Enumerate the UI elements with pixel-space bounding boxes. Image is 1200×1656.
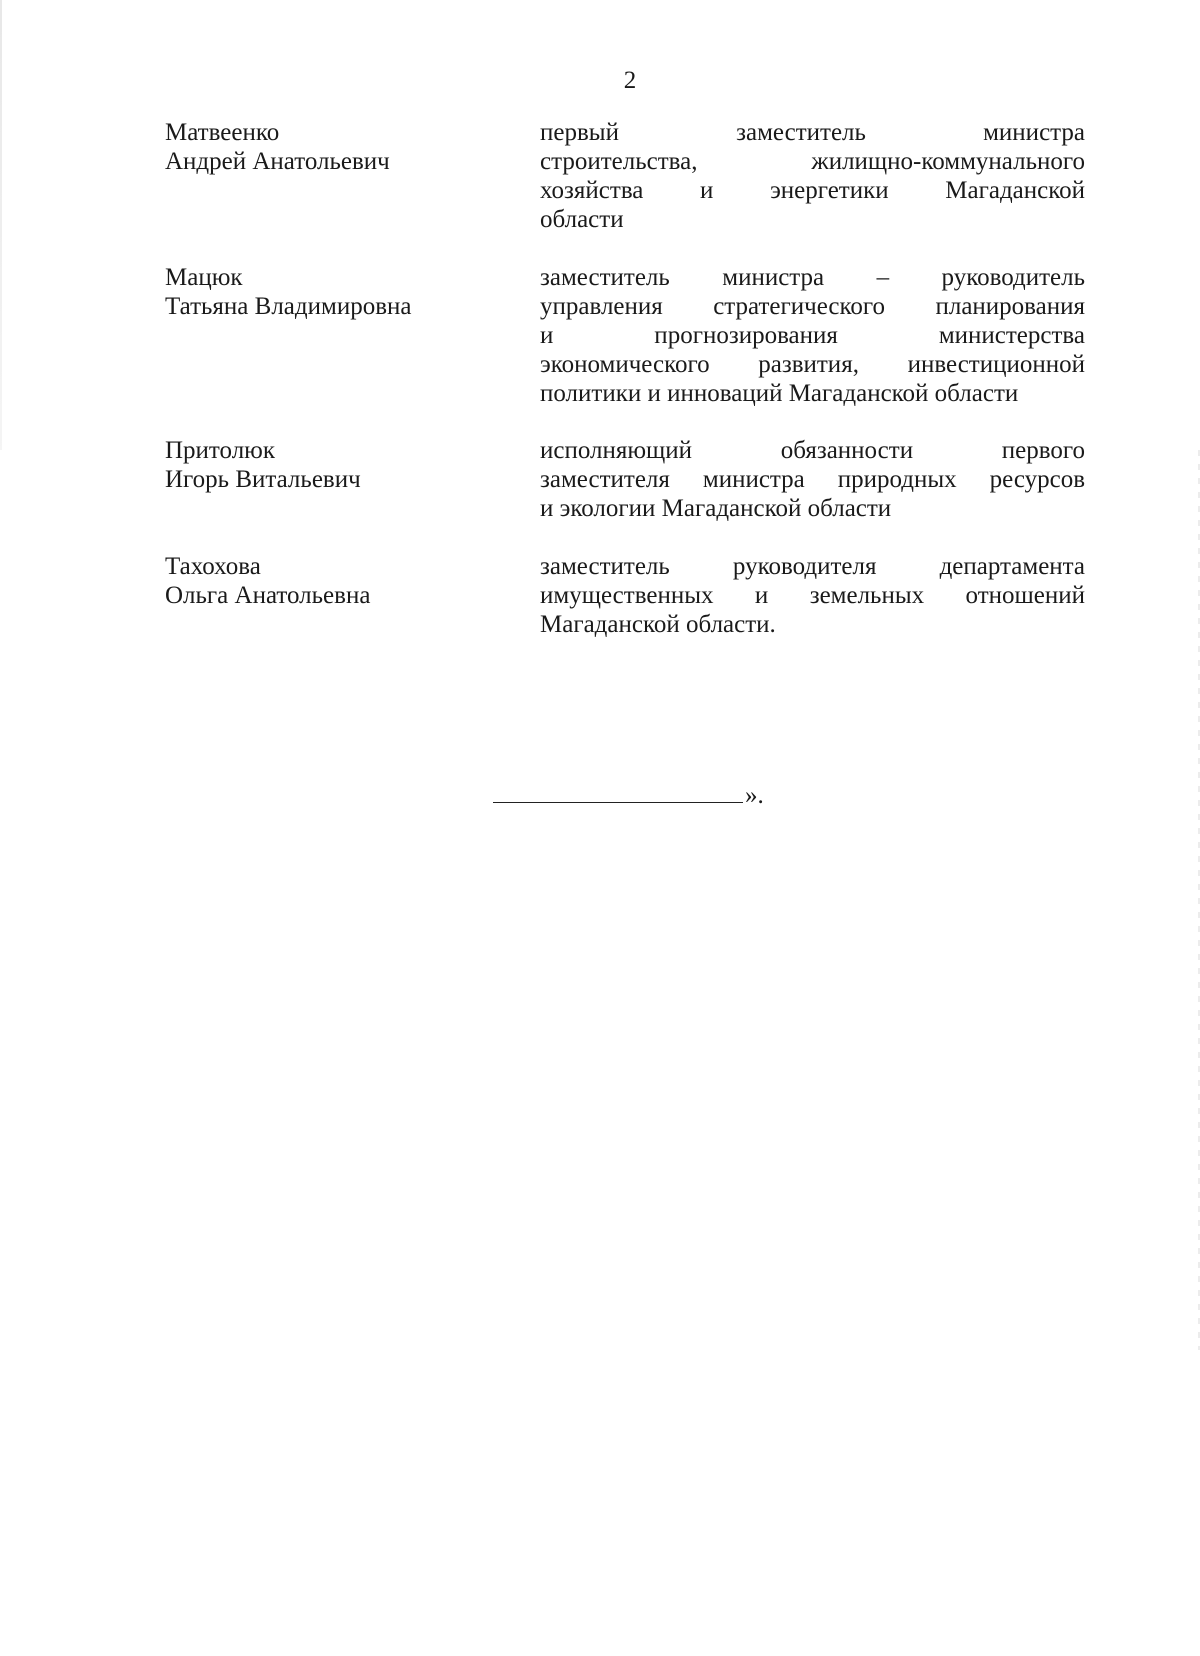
person-position [540,436,1085,523]
person-position [540,263,1085,408]
person-given-names: Татьяна Владимировна [165,293,412,320]
person-surname: Притолюк [165,437,275,464]
closing-mark: ». [745,782,764,809]
position-line: области [540,206,624,233]
person-name [165,436,525,494]
position-line: первый заместитель министра [540,119,1085,146]
person-given-names: Андрей Анатольевич [165,148,390,175]
person-given-names: Ольга Анатольевна [165,582,371,609]
position-line: исполняющий обязанности первого [540,437,1085,464]
closing-rule [493,780,743,803]
person-surname: Тахохова [165,553,261,580]
person-name [165,118,525,176]
person-position [540,118,1085,234]
person-given-names: Игорь Витальевич [165,466,361,493]
closing-line [493,780,764,811]
position-line: хозяйства и энергетики Магаданской [540,177,1085,204]
person-surname: Мацюк [165,264,243,291]
position-line: заместитель министра – руководитель [540,264,1085,291]
person-name [165,263,525,321]
position-line: строительства, жилищно-коммунального [540,148,1085,175]
position-line: и прогнозирования министерства [540,322,1085,349]
person-position [540,552,1085,639]
position-line: политики и инноваций Магаданской области [540,380,1019,407]
position-line: заместитель руководителя департамента [540,553,1085,580]
position-line: управления стратегического планирования [540,293,1085,320]
position-line: имущественных и земельных отношений [540,582,1085,609]
page-number: 2 [623,67,637,94]
person-surname: Матвеенко [165,119,280,146]
position-line: и экологии Магаданской области [540,495,892,522]
position-line: заместителя министра природных ресурсов [540,466,1085,493]
person-name [165,552,525,610]
position-line: экономического развития, инвестиционной [540,351,1085,378]
position-line: Магаданской области. [540,611,776,638]
